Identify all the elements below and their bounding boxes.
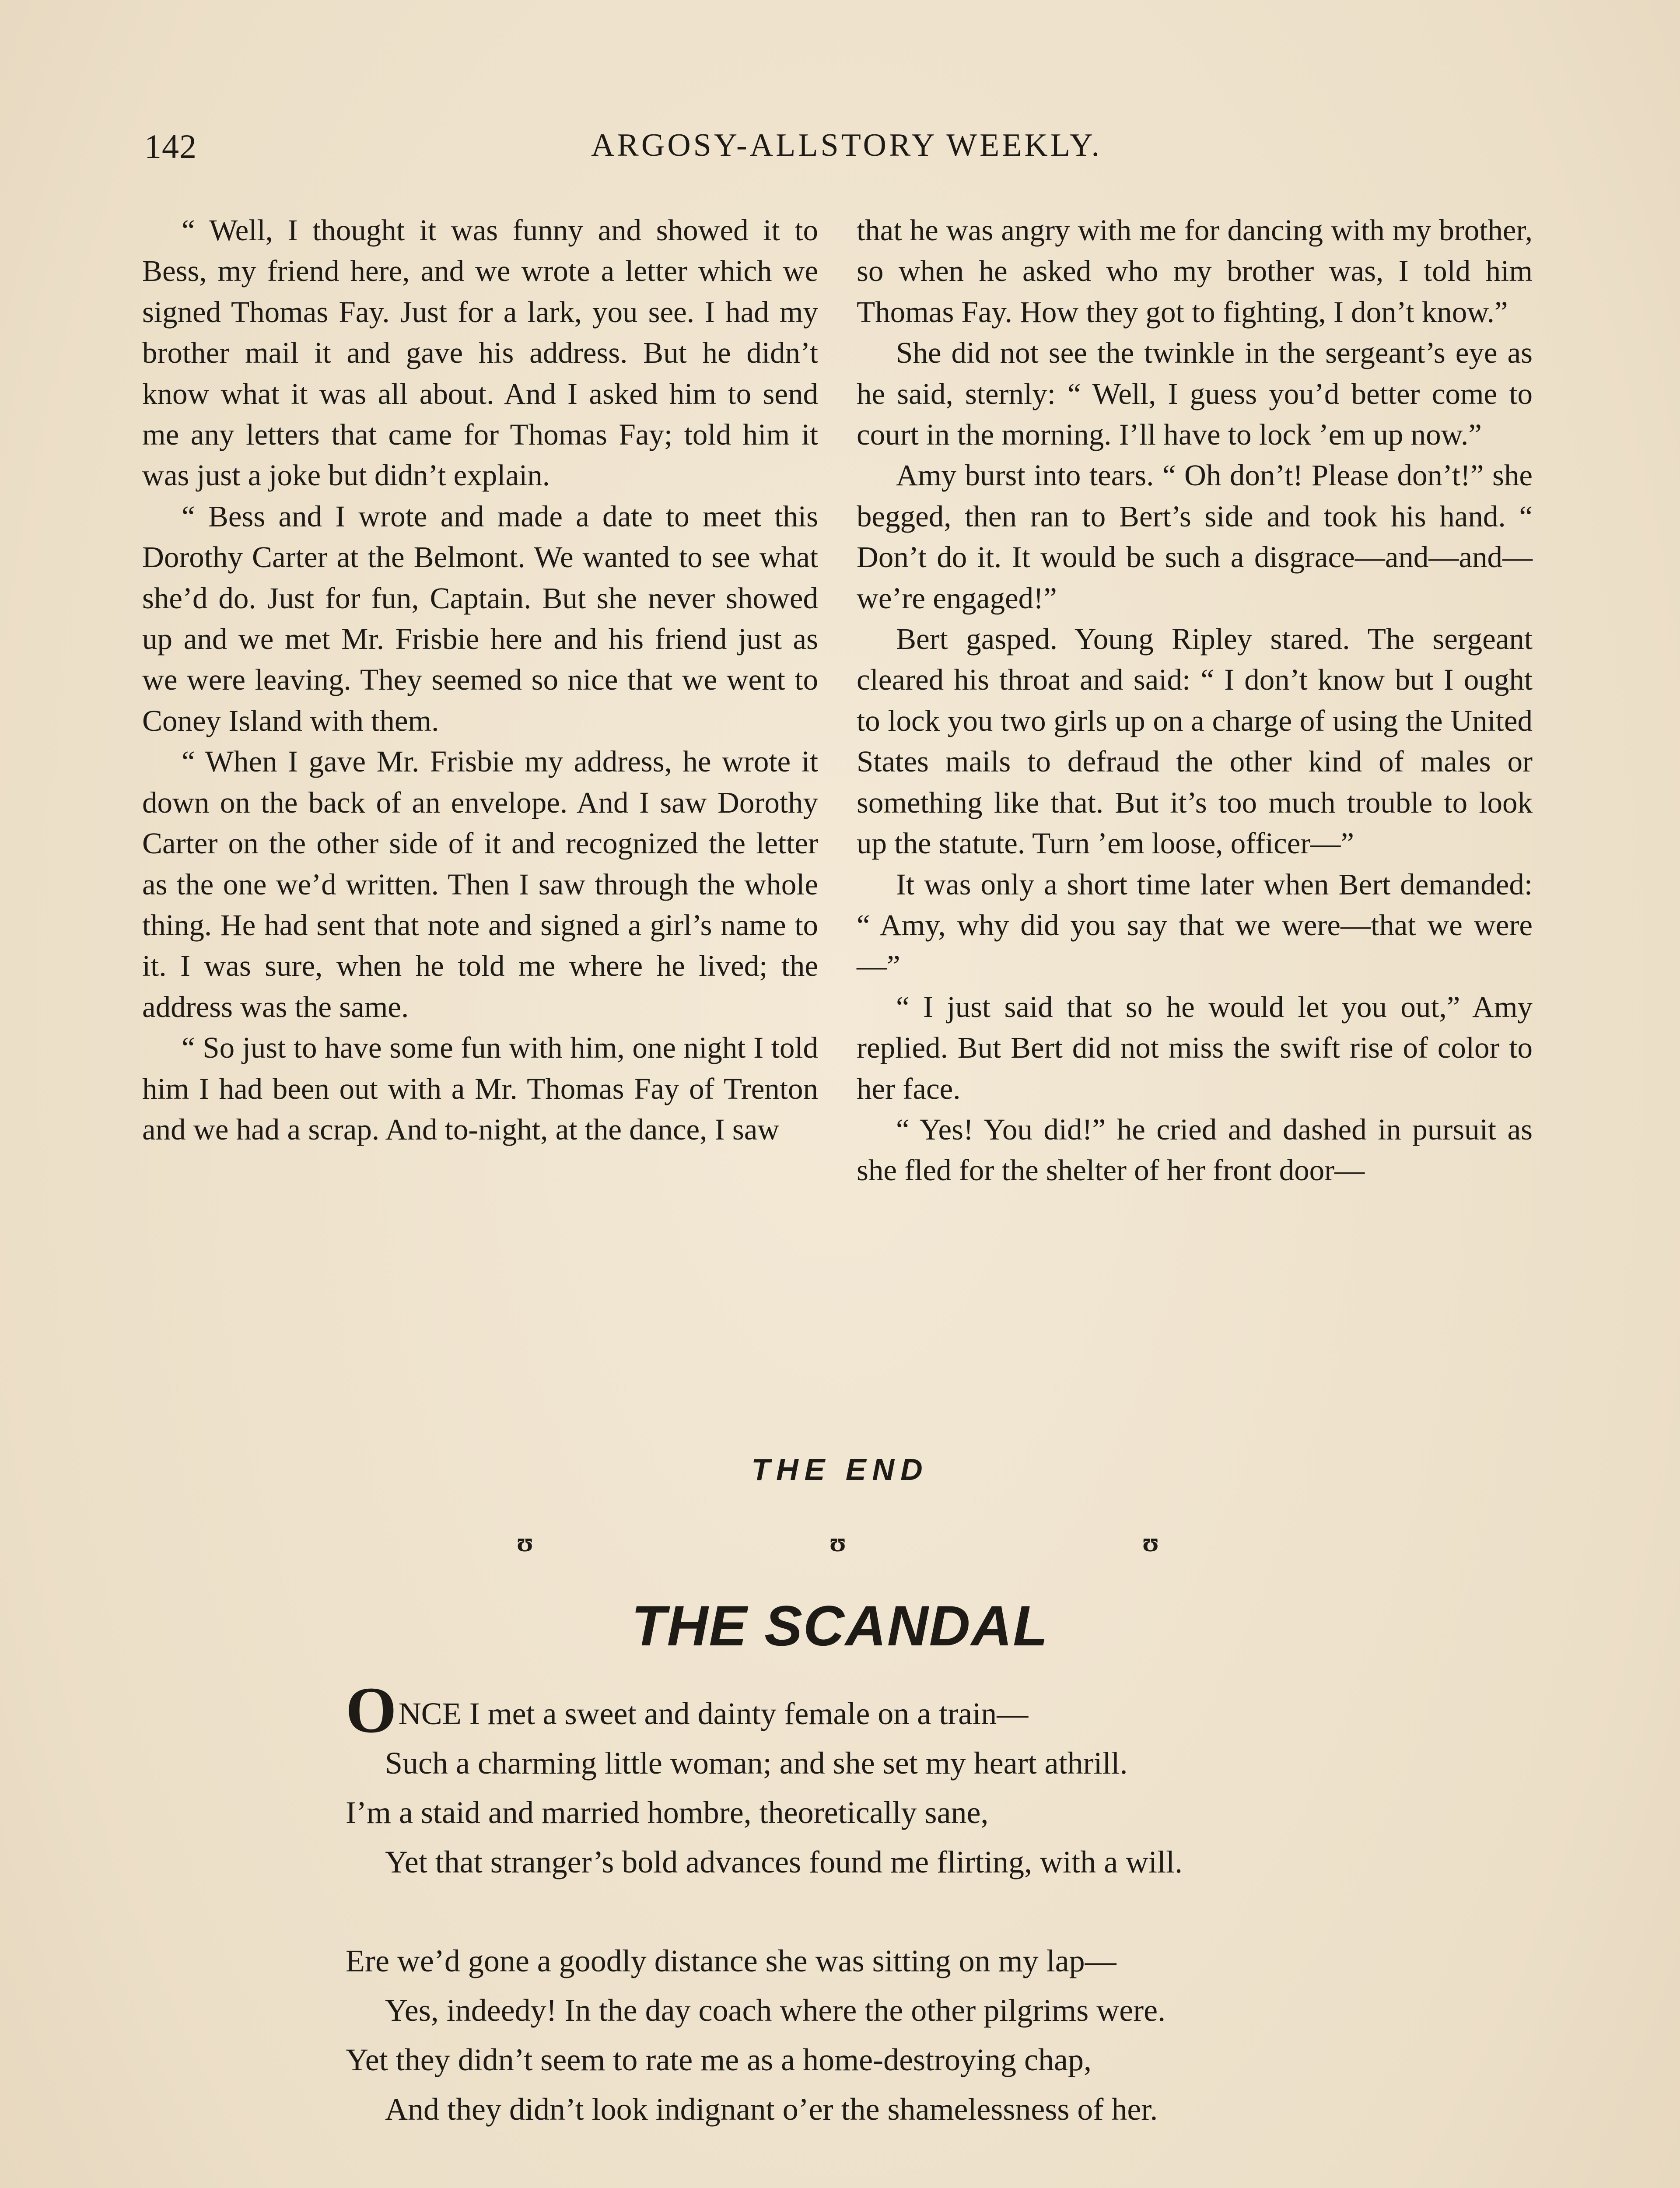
- poem-line: Yet they didn’t seem to rate me as a home-destroying chap,: [346, 2042, 1092, 2077]
- page-header: [144, 127, 1549, 175]
- section-ornaments: [510, 1527, 1166, 1562]
- left-column: [142, 210, 818, 1150]
- magazine-title: ARGOSY-ALLSTORY WEEKLY.: [591, 127, 1102, 163]
- poem-line: Such a charming little woman; and she set my heart athrill.: [385, 1746, 1128, 1781]
- poem-line: Ere we’d gone a goodly distance she was sitting on my lap—: [346, 1943, 1116, 1978]
- story-paragraph: She did not see the twinkle in the sergeant’s eye as he said, sternly: “ Well, I guess you’d better come to court in the morning. I’ll have to lock ’em up now.”: [857, 336, 1533, 452]
- story-paragraph-continued: that he was angry with me for dancing with my brother, so when he asked who my brother was, I told him Thomas Fay. How they got to fighting, I don’t know.”: [857, 214, 1533, 329]
- poem-line: I’m a staid and married hombre, theoretically sane,: [346, 1795, 989, 1830]
- poem-stanza: [346, 1936, 1439, 2134]
- ornament-icon: ʊ: [829, 1528, 847, 1557]
- story-paragraph: It was only a short time later when Bert demanded: “ Amy, why did you say that we were—that we were—”: [857, 867, 1533, 983]
- story-paragraph: “ When I gave Mr. Frisbie my address, he wrote it down on the back of an envelope. And I saw Dorothy Carter on the other side of it and recognized the letter as the one we’d written. Then I saw through the whole thing. He had sent that note and signed a girl’s name to it. I was sure, when he told me where he lived; the address was the same.: [142, 745, 818, 1024]
- story-paragraph: “ So just to have some fun with him, one night I told him I had been out with a Mr. Thomas Fay of Trenton and we had a scrap. And to-night, at the dance, I saw: [142, 1031, 818, 1146]
- poem-stanza: [346, 2184, 1439, 2188]
- poem-line: [346, 1674, 1439, 1746]
- poem-body: [346, 1674, 1439, 2188]
- poem-line: And they didn’t look indignant o’er the shamelessness of her.: [385, 2092, 1158, 2127]
- story-paragraph: “ Bess and I wrote and made a date to meet this Dorothy Carter at the Belmont. We wanted to see what she’d do. Just for fun, Captain. But she never showed up and we met Mr. Frisbie here and his friend just as we were leaving. They seemed so nice that we went to Coney Island with them.: [142, 499, 818, 737]
- story-paragraph: “ Yes! You did!” he cried and dashed in pursuit as she fled for the shelter of her front door—: [857, 1112, 1533, 1187]
- story-paragraph: “ I just said that so he would let you out,” Amy replied. But Bert did not miss the swift rise of color to her face.: [857, 990, 1533, 1105]
- story-paragraph: Bert gasped. Young Ripley stared. The sergeant cleared his throat and said: “ I don’t know but I ought to lock you two girls up on a charge of using the United States mails to defraud the other kind of males or something like that. But it’s too much trouble to look up the statute. Turn ’em loose, officer—”: [857, 622, 1533, 860]
- ornament-icon: ʊ: [516, 1528, 534, 1557]
- page-number: 142: [144, 127, 197, 165]
- poem-line: Yes, indeedy! In the day coach where the other pilgrims were.: [385, 1993, 1166, 2028]
- poem-stanza: [346, 1674, 1439, 1887]
- poem-line: Yet that stranger’s bold advances found me flirting, with a will.: [385, 1844, 1183, 1879]
- story-paragraph: “ Well, I thought it was funny and showed it to Bess, my friend here, and we wrote a letter which we signed Thomas Fay. Just for a lark, you see. I had my brother mail it and gave his address. But he didn’t know what it was all about. And I asked him to send me any letters that came for Thomas Fay; told him it was just a joke but didn’t explain.: [142, 214, 818, 492]
- the-end-marker: THE END: [751, 1452, 929, 1487]
- poem-line-text: NCE I met a sweet and dainty female on a train—: [398, 1696, 1029, 1731]
- right-column: [857, 210, 1533, 1191]
- story-columns: [142, 210, 1538, 1435]
- poem-line: [346, 2184, 1439, 2188]
- drop-cap: O: [346, 1674, 397, 1746]
- ornament-icon: ʊ: [1142, 1528, 1159, 1557]
- poem-title: THE SCANDAL: [631, 1594, 1049, 1658]
- story-paragraph: Amy burst into tears. “ Oh don’t! Please don’t!” she begged, then ran to Bert’s side and took his hand. “ Don’t do it. It would be such a disgrace—and—and—we’re engaged!”: [857, 459, 1533, 615]
